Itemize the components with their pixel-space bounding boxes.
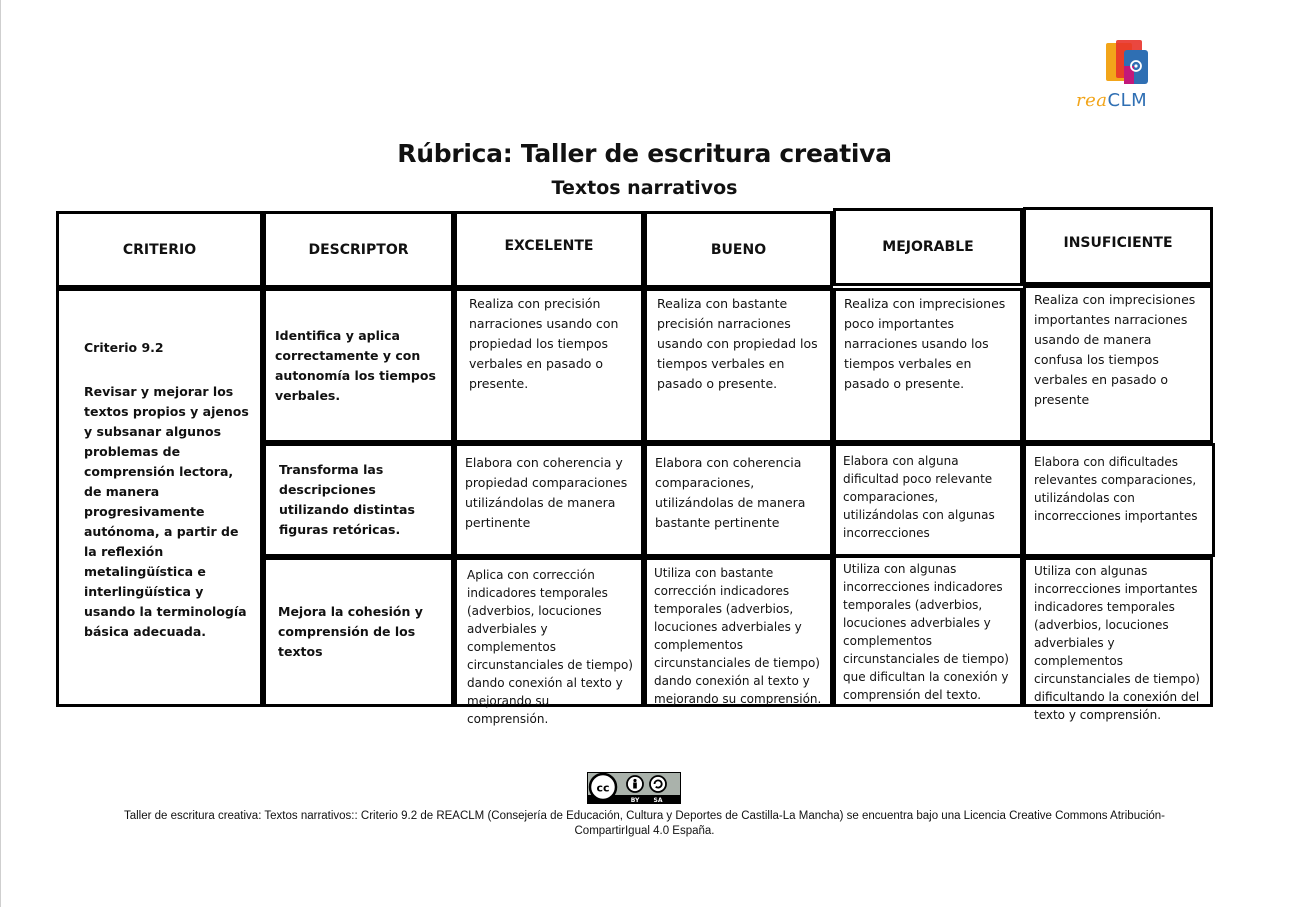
badge-by-label: BY [630,797,640,804]
criterion-text: Revisar y mejorar los textos propios y ajenos y subsanar algunos problemas de comprensión lectora, de manera progresivamente autónoma, a partir de la reflexión metalingüística e interlingüística y usando la terminología básica adecuada. [84,384,249,639]
header-insuficiente: INSUFICIENTE [1023,207,1213,285]
header-excelente: EXCELENTE [454,211,644,288]
license-text: Taller de escritura creativa: Textos narrativos:: Criterio 9.2 de REACLM (Consejería de Educación, Cultura y Deportes de Castilla-La Mancha) se encuentra bajo una Licencia Creative Commons Atribución-CompartirIgual 4.0 España. [123,810,1166,837]
cell-mejorable: Utiliza con algunas incorrecciones indicadores temporales (adverbios, locuciones adverbiales y complementos circunstanciales de tiempo) que dificultan la conexión y comprensión del texto. [833,555,1023,707]
page-subtitle: Textos narrativos [551,177,738,199]
cell-bueno: Realiza con bastante precisión narraciones usando con propiedad los tiempos verbales en pasado o presente. [644,288,833,443]
cell-mejorable: Elabora con alguna dificultad poco relevante comparaciones, utilizándolas con algunas incorrecciones [833,443,1023,557]
cell-bueno: Elabora con coherencia comparaciones, utilizándolas de manera bastante pertinente [644,443,833,557]
svg-text:cc: cc [596,781,610,795]
cell-mejorable: Realiza con imprecisiones poco importantes narraciones usando los tiempos verbales en pasado o presente. [833,288,1023,443]
cell-insuficiente: Utiliza con algunas incorrecciones importantes indicadores temporales (adverbios, locuciones adverbiales y complementos circunstanciales de tiempo) dificultando la conexión del texto y comprensión. [1023,557,1213,707]
cell-excelente: Realiza con precisión narraciones usando con propiedad los tiempos verbales en pasado o presente. [454,288,644,443]
cell-excelente: Aplica con corrección indicadores temporales (adverbios, locuciones adverbiales y complementos circunstanciales de tiempo) dando conexión al texto y mejorando su comprensión. [454,557,644,707]
page-title: Rúbrica: Taller de escritura creativa [397,139,892,168]
reaclm-logo [1074,40,1178,114]
header-mejorable: MEJORABLE [833,208,1023,286]
header-criterio: CRITERIO [56,211,263,288]
cell-excelente: Elabora con coherencia y propiedad comparaciones utilizándolas de manera pertinente [454,443,644,557]
descriptor-cell: Transforma las descripciones utilizando distintas figuras retóricas. [263,443,454,557]
descriptor-cell: Identifica y aplica correctamente y con autonomía los tiempos verbales. [263,288,454,443]
cc-by-sa-badge[interactable] [587,772,681,804]
cell-insuficiente: Realiza con imprecisiones importantes narraciones usando de manera confusa los tiempos verbales en pasado o presente [1023,285,1213,443]
criterion-cell [56,288,263,707]
descriptor-cell: Mejora la cohesión y comprensión de los textos [263,557,454,707]
logo-wordmark: reaCLM [1076,90,1148,111]
cell-bueno: Utiliza con bastante corrección indicadores temporales (adverbios, locuciones adverbiales y complementos circunstanciales de tiempo) dando conexión al texto y mejorando su comprensión. [644,557,833,707]
cell-insuficiente: Elabora con dificultades relevantes comparaciones, utilizándolas con incorrecciones importantes [1023,443,1215,557]
page-edge [0,0,1,907]
header-descriptor: DESCRIPTOR [263,211,454,288]
criterion-code: Criterio 9.2 [84,340,164,355]
badge-sa-label: SA [653,797,663,804]
sa-icon [650,776,666,792]
header-bueno: BUENO [644,211,833,288]
logo-mark-icon [1104,40,1150,90]
